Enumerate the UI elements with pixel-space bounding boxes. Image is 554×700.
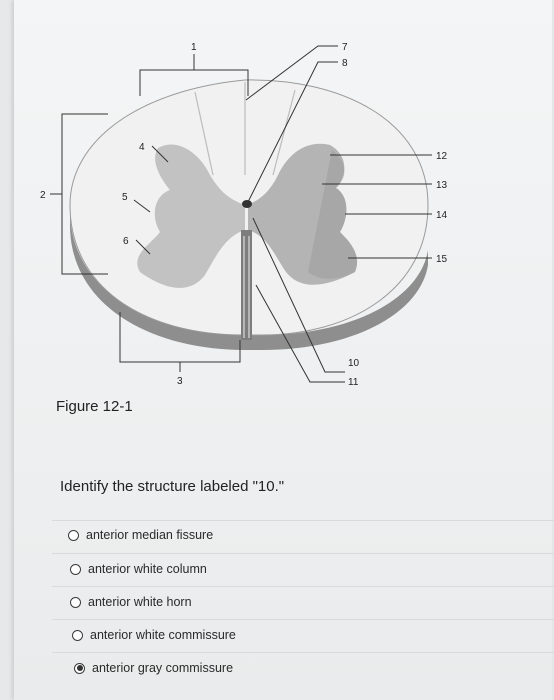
option-label: anterior median fissure bbox=[86, 528, 214, 542]
label-2: 2 bbox=[40, 190, 46, 201]
radio-selected-dot bbox=[77, 665, 83, 671]
label-12: 12 bbox=[436, 151, 448, 162]
option-anterior-white-column[interactable] bbox=[70, 562, 207, 576]
divider bbox=[52, 520, 554, 521]
option-anterior-median-fissure[interactable] bbox=[68, 528, 213, 542]
option-label: anterior white commissure bbox=[90, 628, 236, 642]
radio-button[interactable] bbox=[70, 597, 81, 608]
label-1: 1 bbox=[191, 42, 197, 53]
label-10: 10 bbox=[348, 358, 360, 369]
divider bbox=[52, 652, 554, 653]
radio-button-selected[interactable] bbox=[74, 663, 85, 674]
label-13: 13 bbox=[436, 180, 448, 191]
label-8: 8 bbox=[342, 58, 348, 69]
label-7: 7 bbox=[342, 42, 348, 53]
divider bbox=[52, 619, 554, 620]
option-label: anterior white horn bbox=[88, 595, 192, 609]
question-text: Identify the structure labeled "10." bbox=[60, 478, 285, 495]
divider bbox=[52, 553, 554, 554]
label-6: 6 bbox=[123, 236, 129, 247]
radio-button[interactable] bbox=[72, 630, 83, 641]
divider bbox=[52, 586, 554, 587]
label-11: 11 bbox=[348, 377, 359, 388]
option-label: anterior gray commissure bbox=[92, 661, 234, 675]
option-anterior-white-commissure[interactable] bbox=[72, 628, 236, 642]
option-anterior-gray-commissure[interactable] bbox=[74, 661, 233, 675]
radio-button[interactable] bbox=[70, 564, 81, 575]
radio-button[interactable] bbox=[68, 530, 79, 541]
label-5: 5 bbox=[122, 192, 128, 203]
label-3: 3 bbox=[177, 376, 183, 387]
option-label: anterior white column bbox=[88, 562, 207, 576]
option-anterior-white-horn[interactable] bbox=[70, 595, 192, 609]
label-14: 14 bbox=[436, 210, 448, 221]
figure-caption: Figure 12-1 bbox=[56, 398, 133, 415]
label-15: 15 bbox=[436, 254, 448, 265]
label-4: 4 bbox=[139, 142, 145, 153]
